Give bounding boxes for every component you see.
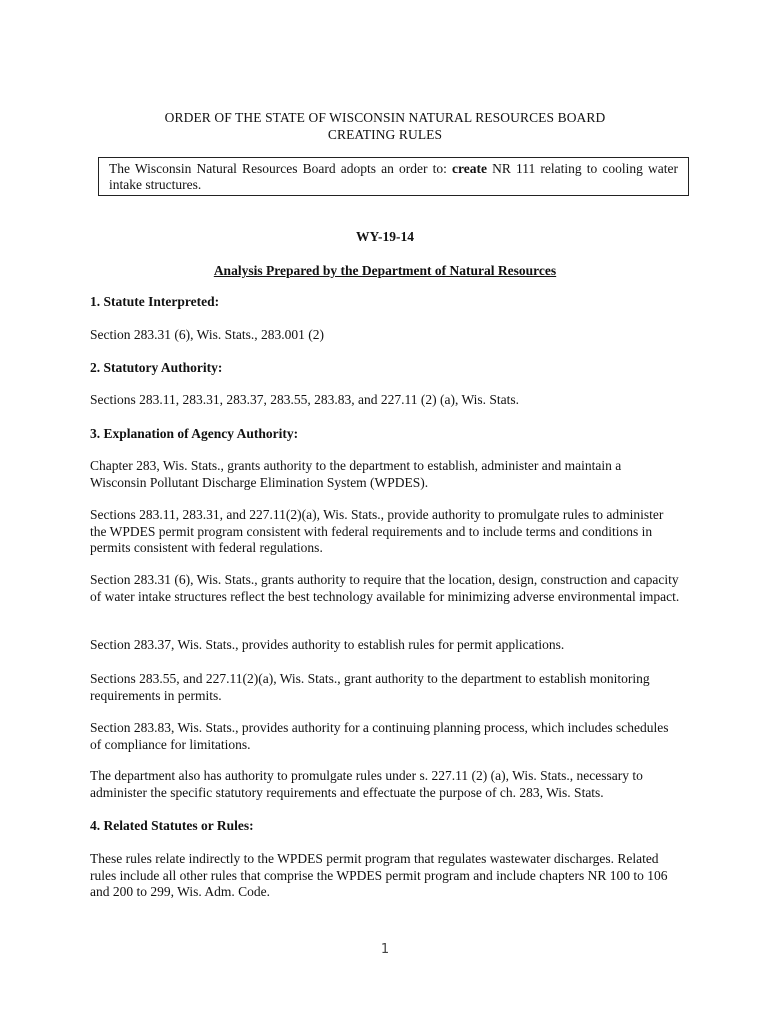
analysis-title: Analysis Prepared by the Department of Natural Resources [213,263,557,278]
summary-suffix: NR 111 relating to cooling water intake structures. [109,161,678,192]
section-4-paragraph: These rules relate indirectly to the WPDES permit program that regulates wastewater discharges. Related rules include all other rules that comprise the WPDES permit program and include chapters NR 100 to 106 and 200 to 299, Wis. Adm. Code. [90,851,668,899]
title-line-2: CREATING RULES [327,127,443,142]
summary-prefix: The Wisconsin Natural Resources Board adopts an order to: [109,161,453,176]
document-title [0,109,770,143]
section-3-paragraph-1: Chapter 283, Wis. Stats., grants authority to the department to establish, administer and maintain a Wisconsin Pollutant Discharge Elimination System (WPDES). [90,458,622,490]
summary-verb: create [452,161,488,176]
section-3-heading: 3. Explanation of Agency Authority: [90,426,299,441]
section-2-heading: 2. Statutory Authority: [90,360,223,375]
section-1-paragraph: Section 283.31 (6), Wis. Stats., 283.001 (2) [90,327,324,342]
order-number: WY-19-14 [355,229,414,244]
section-3-paragraph-7: The department also has authority to promulgate rules under s. 227.11 (2) (a), Wis. Stats., necessary to administer the specific statutory requirements and effectuate the purpose of ch. 283, Wis. Stats. [90,768,643,800]
analysis-title-wrapper [0,263,770,279]
section-3-paragraph-4: Section 283.37, Wis. Stats., provides authority to establish rules for permit applications. [90,637,565,652]
section-4-heading: 4. Related Statutes or Rules: [90,818,254,833]
section-3-paragraph-3: Section 283.31 (6), Wis. Stats., grants authority to require that the location, design, construction and capacity of water intake structures reflect the best technology available for minimizing adverse environmental impact. [90,572,680,604]
page-number: 1 [380,942,390,957]
title-line-1: ORDER OF THE STATE OF WISCONSIN NATURAL RESOURCES BOARD [164,110,606,125]
section-3-paragraph-2: Sections 283.11, 283.31, and 227.11(2)(a), Wis. Stats., provide authority to promulgate rules to administer the WPDES permit program consistent with federal requirements and to include terms and conditions in permits consistent with federal regulations. [90,507,664,555]
section-1-heading: 1. Statute Interpreted: [90,294,220,309]
section-3-paragraph-6: Section 283.83, Wis. Stats., provides authority for a continuing planning process, which includes schedules of compliance for limitations. [90,720,669,752]
section-3-paragraph-5: Sections 283.55, and 227.11(2)(a), Wis. Stats., grant authority to the department to establish monitoring requirements in permits. [90,671,650,703]
section-2-paragraph: Sections 283.11, 283.31, 283.37, 283.55, 283.83, and 227.11 (2) (a), Wis. Stats. [90,392,520,407]
order-summary-box [98,157,689,196]
